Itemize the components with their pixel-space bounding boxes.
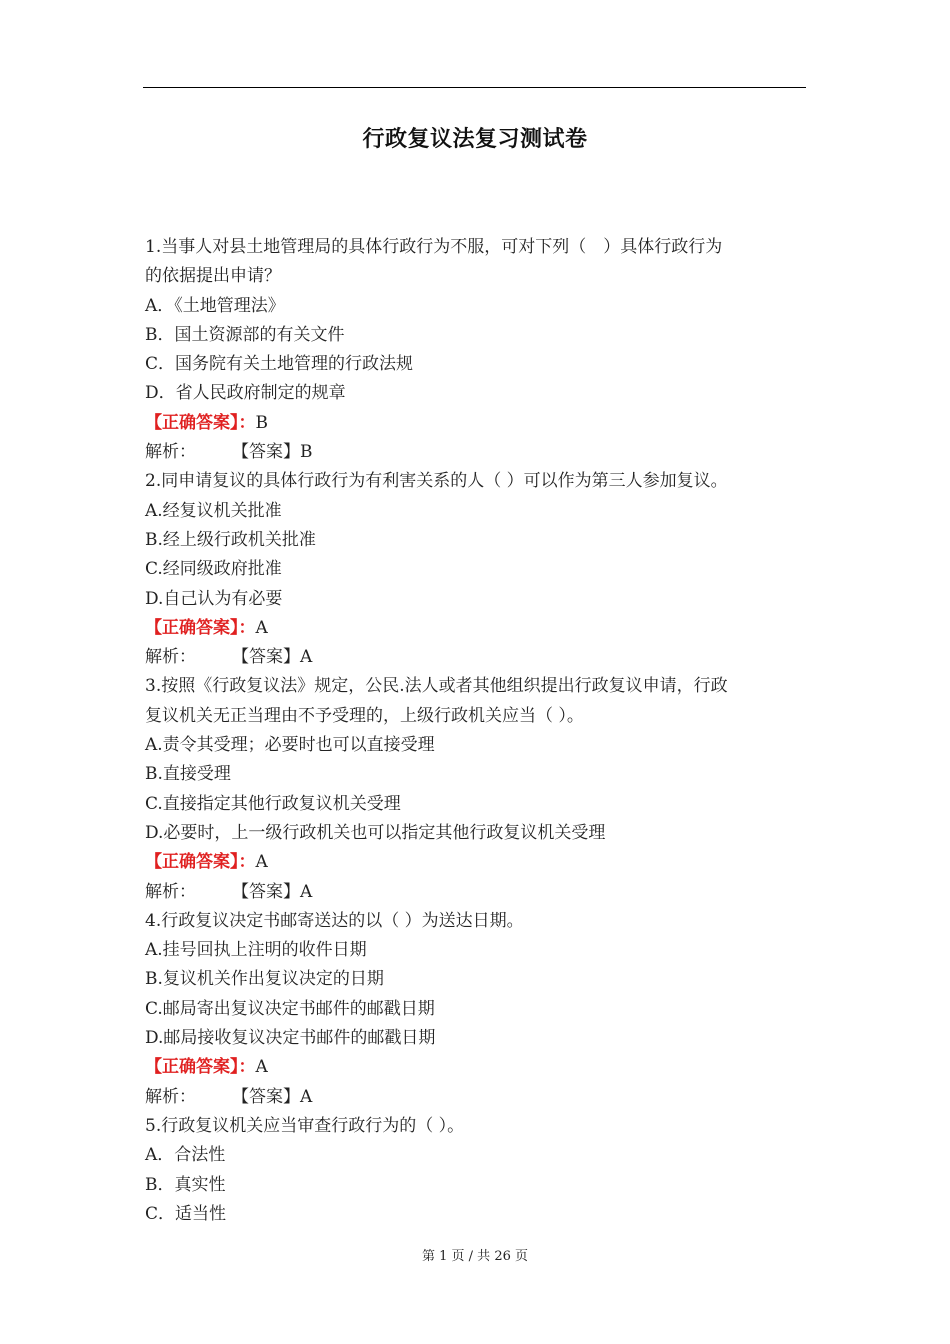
analysis-text: 【答案】B [232,442,313,463]
analysis-line [145,1083,810,1112]
question-stem-line: 的依据提出申请？ [145,266,281,287]
page-mid: 页 / 共 [451,1249,491,1264]
option-b: B．真实性 [145,1174,226,1195]
option-c: C.经同级政府批准 [145,559,282,580]
option-b: B.复议机关作出复议决定的日期 [145,969,384,990]
page-current: 1 [439,1249,448,1264]
analysis-text: 【答案】A [232,881,313,902]
correct-answer-line [145,1053,810,1082]
analysis-text: 【答案】A [232,1086,313,1107]
option-d: D.必要时，上一级行政机关也可以指定其他行政复议机关受理 [145,822,606,843]
correct-answer-value: B [255,412,268,433]
correct-answer-line [145,614,810,643]
question-stem-line: 1.当事人对县土地管理局的具体行政行为不服，可对下列（ ）具体行政行为 [145,237,723,257]
analysis-line [145,438,810,467]
correct-answer-value: A [255,1057,268,1078]
question-stem-line: 3.按照《行政复议法》规定，公民.法人或者其他组织提出行政复议申请，行政 [145,676,728,697]
question-stem-line: 2.同申请复议的具体行政行为有利害关系的人（ ）可以作为第三人参加复议。 [145,471,728,492]
analysis-label: 解析： [145,881,196,902]
correct-answer-value: A [255,617,268,638]
option-a: A.挂号回执上注明的收件日期 [145,940,367,961]
analysis-text: 【答案】A [232,647,313,668]
correct-answer-label: 【正确答案】： [145,412,256,433]
correct-answer-label: 【正确答案】： [145,1057,256,1078]
option-c: C．国务院有关土地管理的行政法规 [145,354,414,375]
option-d: D．省人民政府制定的规章 [145,383,346,404]
option-d: D.邮局接收复议决定书邮件的邮戳日期 [145,1028,436,1049]
analysis-line [145,643,810,672]
option-a: A．合法性 [145,1145,226,1166]
option-b: B．国土资源部的有关文件 [145,324,345,345]
option-a: A.经复议机关批准 [145,500,282,521]
option-b: B.经上级行政机关批准 [145,529,316,550]
option-b: B.直接受理 [145,764,231,785]
correct-answer-label: 【正确答案】： [145,617,256,638]
header-rule [143,87,806,88]
option-a: A.责令其受理；必要时也可以直接受理 [145,735,435,756]
correct-answer-line [145,409,810,438]
option-a: A．《土地管理法》 [145,295,285,316]
question-stem-line: 4.行政复议决定书邮寄送达的以（ ）为送达日期。 [145,910,524,931]
page-total: 26 [494,1249,511,1264]
option-d: D.自己认为有必要 [145,588,283,609]
page-footer [0,1245,950,1264]
correct-answer-value: A [255,852,268,873]
correct-answer-label: 【正确答案】： [145,852,256,873]
page-prefix: 第 [421,1249,435,1264]
document-title: 行政复议法复习测试卷 [362,127,588,152]
analysis-label: 解析： [145,647,196,668]
correct-answer-line [145,848,810,877]
question-stem-line: 复议机关无正当理由不予受理的，上级行政机关应当（ ）。 [145,705,584,726]
page-suffix: 页 [515,1249,529,1264]
analysis-label: 解析： [145,1086,196,1107]
question-list [145,233,810,1229]
option-c: C.邮局寄出复议决定书邮件的邮戳日期 [145,998,435,1019]
analysis-line [145,878,810,907]
option-c: C.直接指定其他行政复议机关受理 [145,793,401,814]
question-stem-line: 5.行政复议机关应当审查行政行为的（ ）。 [145,1115,465,1136]
option-c: C．适当性 [145,1203,227,1224]
analysis-label: 解析： [145,442,196,463]
